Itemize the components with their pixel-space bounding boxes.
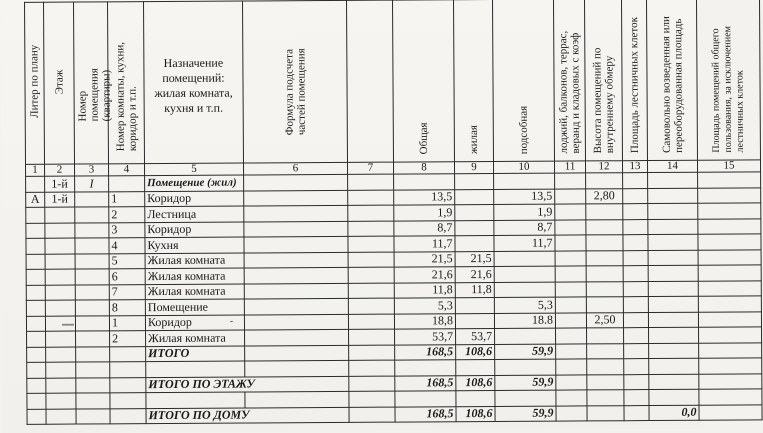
cell-floor (46, 331, 76, 347)
cell-total: 11,7 (394, 236, 455, 252)
floor-total-aux: 59,9 (495, 375, 556, 391)
cell-height (586, 204, 623, 220)
cell-room (109, 176, 145, 192)
cell-floor: 1-й (45, 192, 75, 208)
cell-living: 21,5 (455, 251, 494, 267)
cell-apt (75, 191, 109, 207)
cell-name: Лестница (145, 206, 244, 222)
cell-apt (75, 253, 109, 269)
col-total-header: Общая (393, 0, 455, 162)
cell-height (586, 281, 623, 297)
cell-name: Коридор (145, 315, 244, 331)
cell-name: Коридор (145, 222, 244, 238)
cell-litera (26, 300, 45, 316)
cell-living (455, 235, 494, 251)
cell-aux (494, 266, 555, 282)
cell-name: Помещение (145, 299, 244, 315)
cell-aux: 11,7 (494, 235, 555, 251)
cell-living (455, 204, 494, 220)
cell-total: 11,8 (394, 282, 455, 298)
col-living-header: жилая (454, 0, 494, 162)
cell-apt: I (75, 176, 109, 192)
column-number: 9 (454, 161, 493, 173)
cell-aux (494, 251, 555, 267)
cell-apt (75, 207, 109, 223)
cell-aux: 8,7 (494, 220, 555, 236)
col-apartment-header: Номер помещения (квартиры) (74, 2, 109, 164)
cell-apt (75, 222, 109, 238)
cell-litera (26, 176, 45, 192)
column-number: 12 (585, 161, 622, 173)
itogo-label: ИТОГО (146, 346, 245, 362)
house-total-label: ИТОГО ПО ДОМУ (146, 407, 349, 424)
cell-total: 13,5 (394, 189, 455, 205)
cell-litera (26, 269, 45, 285)
column-number: 7 (347, 162, 393, 174)
cell-total: 53,7 (395, 329, 456, 345)
col-litera-header: Литер по плану (25, 2, 45, 164)
column-number: 15 (697, 160, 760, 172)
col-stairs-header: Площадь лестничных клеток (622, 0, 648, 161)
col-formula-header: Формула подсчета частей помещения (243, 0, 348, 163)
cell-litera (27, 331, 46, 347)
pen-mark: ˜ (229, 319, 234, 331)
column-number: 4 (109, 164, 145, 176)
cell-aux (495, 328, 556, 344)
cell-apt (75, 315, 109, 331)
cell-floor (45, 300, 75, 316)
cell-litera (26, 285, 45, 301)
col-selfbuilt-header: Самовольно возведенная или переоборудованная площадь (647, 0, 698, 161)
cell-litera (26, 223, 45, 239)
cell-litera (26, 316, 45, 332)
cell-aux: 5,3 (494, 297, 555, 313)
cell-name: Коридор (145, 191, 244, 207)
house-total-selfbuilt: 0,0 (649, 405, 699, 421)
cell-name: Помещение (жил) (145, 175, 244, 191)
cell-room: 5 (109, 253, 145, 269)
cell-living (455, 173, 494, 189)
cell-aux (494, 282, 555, 298)
cell-litera (26, 207, 45, 223)
cell-total: 18,8 (394, 313, 455, 329)
col-common-header: Площадь помещений общего пользования, за исключением лестничных клеток (697, 0, 761, 160)
cell-living: 21,6 (455, 266, 494, 282)
cell-litera (26, 238, 45, 254)
cell-height (587, 328, 624, 344)
cell-litera: А (26, 192, 45, 208)
cell-total: 5,3 (394, 298, 455, 314)
cell-living (455, 297, 494, 313)
itogo-total: 168,5 (395, 344, 456, 360)
cell-floor (45, 269, 75, 285)
cell-room: 6 (109, 269, 145, 285)
column-number: 6 (244, 162, 348, 175)
cell-floor (45, 254, 75, 270)
itogo-aux: 59,9 (495, 344, 556, 360)
cell-total: 21,5 (394, 251, 455, 267)
house-total-row (27, 404, 762, 424)
cell-height: 2,50 (586, 312, 623, 328)
col-purpose-header: Назначение помещений: жилая комната, кухня и т.п. (144, 1, 244, 164)
cell-room: 1 (109, 315, 145, 331)
cell-apt (75, 284, 109, 300)
column-number: 2 (45, 164, 75, 176)
cell-apt (76, 331, 110, 347)
col-aux-header: подсобная (493, 0, 555, 161)
cell-room: 3 (109, 222, 145, 238)
cell-apt (75, 269, 109, 285)
house-total-living: 108,6 (456, 406, 495, 422)
cell-living (455, 220, 494, 236)
cell-height (586, 173, 623, 189)
cell-living (455, 189, 494, 205)
column-number: 5 (145, 163, 244, 176)
header-row (25, 0, 761, 164)
cell-floor (45, 207, 75, 223)
faded-stamp: ▬▬ (61, 321, 75, 328)
cell-room: 4 (109, 238, 145, 254)
cell-room: 2 (109, 207, 145, 223)
cell-height (586, 266, 623, 282)
cell-floor (45, 223, 75, 239)
col-room-header: Номер комнаты, кухни, коридор и т.п. (108, 2, 145, 164)
house-total-total: 168,5 (395, 406, 456, 422)
cell-total: 8,7 (394, 220, 455, 236)
column-number: 14 (647, 160, 697, 172)
cell-name: Кухня (145, 237, 244, 253)
cell-height (586, 297, 623, 313)
cell-name: Жилая комната (146, 330, 245, 346)
cell-floor (45, 285, 75, 301)
cell-name: Жилая комната (145, 253, 244, 269)
cell-height (586, 219, 623, 235)
column-number: 11 (554, 161, 585, 173)
cell-floor (45, 238, 75, 254)
col-loggia-header: лоджий, балконов, террас, веранд и кладовых с коэф (554, 0, 586, 161)
cell-living: 11,8 (455, 282, 494, 298)
house-total-aux: 59,9 (495, 406, 556, 422)
cell-litera (26, 254, 45, 270)
col-height-header: Высота помещений по внутреннему обмеру (585, 0, 623, 161)
column-number: 1 (26, 164, 45, 176)
cell-room: 1 (109, 191, 145, 207)
cell-living (455, 313, 494, 329)
col-7-header (347, 0, 394, 162)
itogo-living: 108,6 (456, 344, 495, 360)
explication-table (24, 0, 763, 425)
col-floor-header: Этаж (44, 2, 75, 164)
room-rows (26, 172, 762, 347)
column-number: 10 (493, 161, 554, 173)
totals-rows (27, 342, 762, 424)
floor-total-living: 108,6 (456, 375, 495, 391)
cell-total (394, 174, 455, 190)
cell-aux: 13,5 (494, 189, 555, 205)
cell-living: 53,7 (456, 328, 495, 344)
cell-apt (75, 300, 109, 316)
cell-name: Жилая комната (145, 284, 244, 300)
column-number: 8 (393, 162, 454, 174)
cell-total: 1,9 (394, 205, 455, 221)
cell-aux (494, 173, 555, 189)
cell-room: 2 (110, 331, 146, 347)
cell-apt (75, 238, 109, 254)
cell-aux: 18.8 (494, 313, 555, 329)
column-number: 3 (75, 164, 109, 176)
cell-total: 21,6 (394, 267, 455, 283)
floor-total-total: 168,5 (395, 375, 456, 391)
column-number: 13 (622, 161, 647, 173)
cell-height: 2,80 (586, 188, 623, 204)
cell-floor: 1-й (45, 176, 75, 192)
cell-room: 7 (109, 284, 145, 300)
floor-total-label: ИТОГО ПО ЭТАЖУ (146, 376, 349, 393)
cell-room: 8 (109, 300, 145, 316)
cell-height (586, 235, 623, 251)
cell-aux: 1,9 (494, 204, 555, 220)
cell-name: Жилая комната (145, 268, 244, 284)
cell-height (586, 250, 623, 266)
